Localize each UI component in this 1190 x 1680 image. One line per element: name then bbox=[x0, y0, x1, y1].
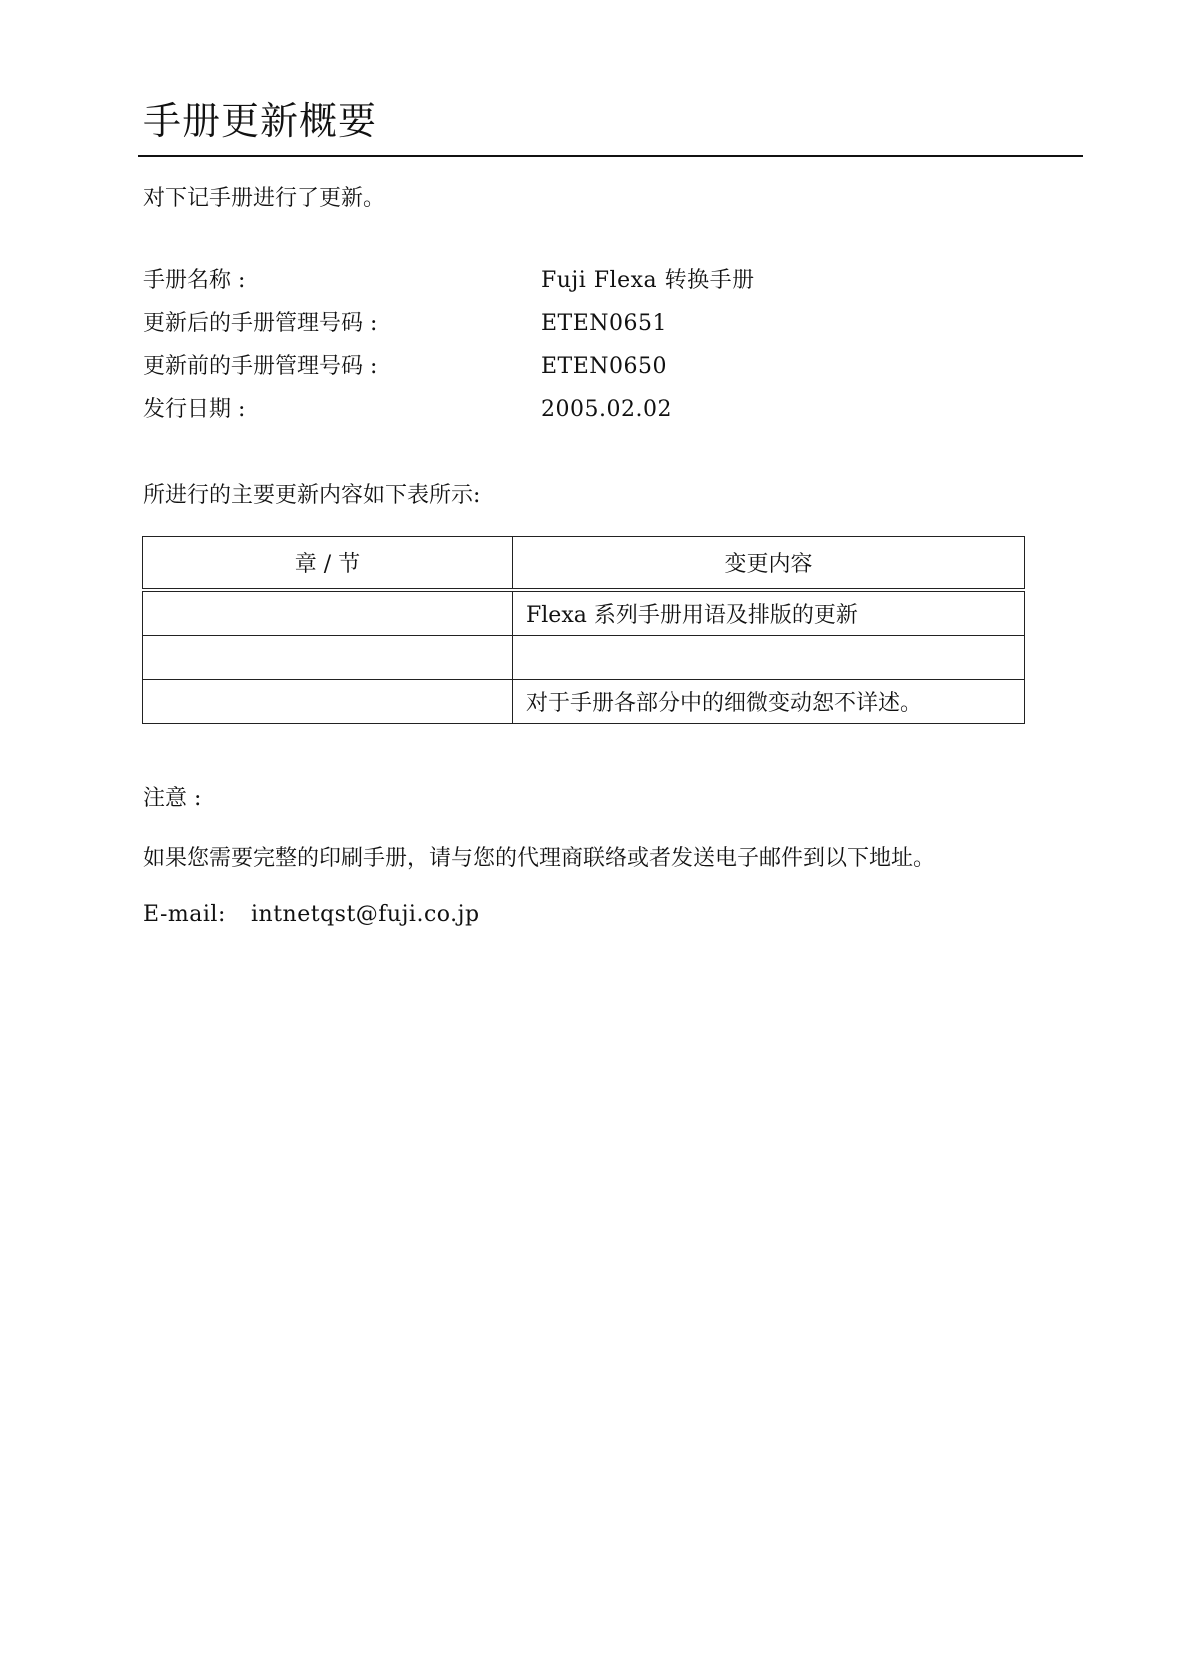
email-row bbox=[143, 900, 480, 930]
table-cell: 对于手册各部分中的细微变动恕不详述。 bbox=[513, 680, 1025, 724]
note-heading: 注意 : bbox=[143, 786, 202, 811]
meta-label: 发行日期 : bbox=[143, 397, 246, 422]
table-row bbox=[143, 636, 1025, 680]
header-change-content: 变更内容 bbox=[513, 537, 1025, 591]
table-row bbox=[143, 590, 1025, 636]
email-address: intnetqst@fuji.co.jp bbox=[251, 902, 480, 927]
changes-table bbox=[142, 536, 1025, 724]
meta-value: ETEN0651 bbox=[541, 311, 668, 336]
meta-label: 更新后的手册管理号码 : bbox=[143, 311, 378, 336]
table-intro-text: 所进行的主要更新内容如下表所示: bbox=[143, 483, 481, 508]
meta-label: 更新前的手册管理号码 : bbox=[143, 354, 378, 379]
table-cell bbox=[143, 636, 513, 680]
meta-value: Fuji Flexa 转换手册 bbox=[541, 268, 755, 293]
note-text: 如果您需要完整的印刷手册，请与您的代理商联络或者发送电子邮件到以下地址。 bbox=[143, 846, 936, 871]
table-cell bbox=[143, 680, 513, 724]
title-divider bbox=[138, 155, 1083, 157]
intro-text: 对下记手册进行了更新。 bbox=[143, 186, 386, 211]
meta-value: ETEN0650 bbox=[541, 354, 668, 379]
meta-value: 2005.02.02 bbox=[541, 397, 672, 422]
table-header-row bbox=[143, 537, 1025, 591]
table-cell: Flexa 系列手册用语及排版的更新 bbox=[513, 590, 1025, 636]
header-section: 章 / 节 bbox=[143, 537, 513, 591]
table-cell bbox=[143, 590, 513, 636]
page-title: 手册更新概要 bbox=[143, 99, 378, 143]
table-cell bbox=[513, 636, 1025, 680]
email-label: E-mail: bbox=[143, 902, 226, 927]
table-row bbox=[143, 680, 1025, 724]
meta-label: 手册名称 : bbox=[143, 268, 246, 293]
